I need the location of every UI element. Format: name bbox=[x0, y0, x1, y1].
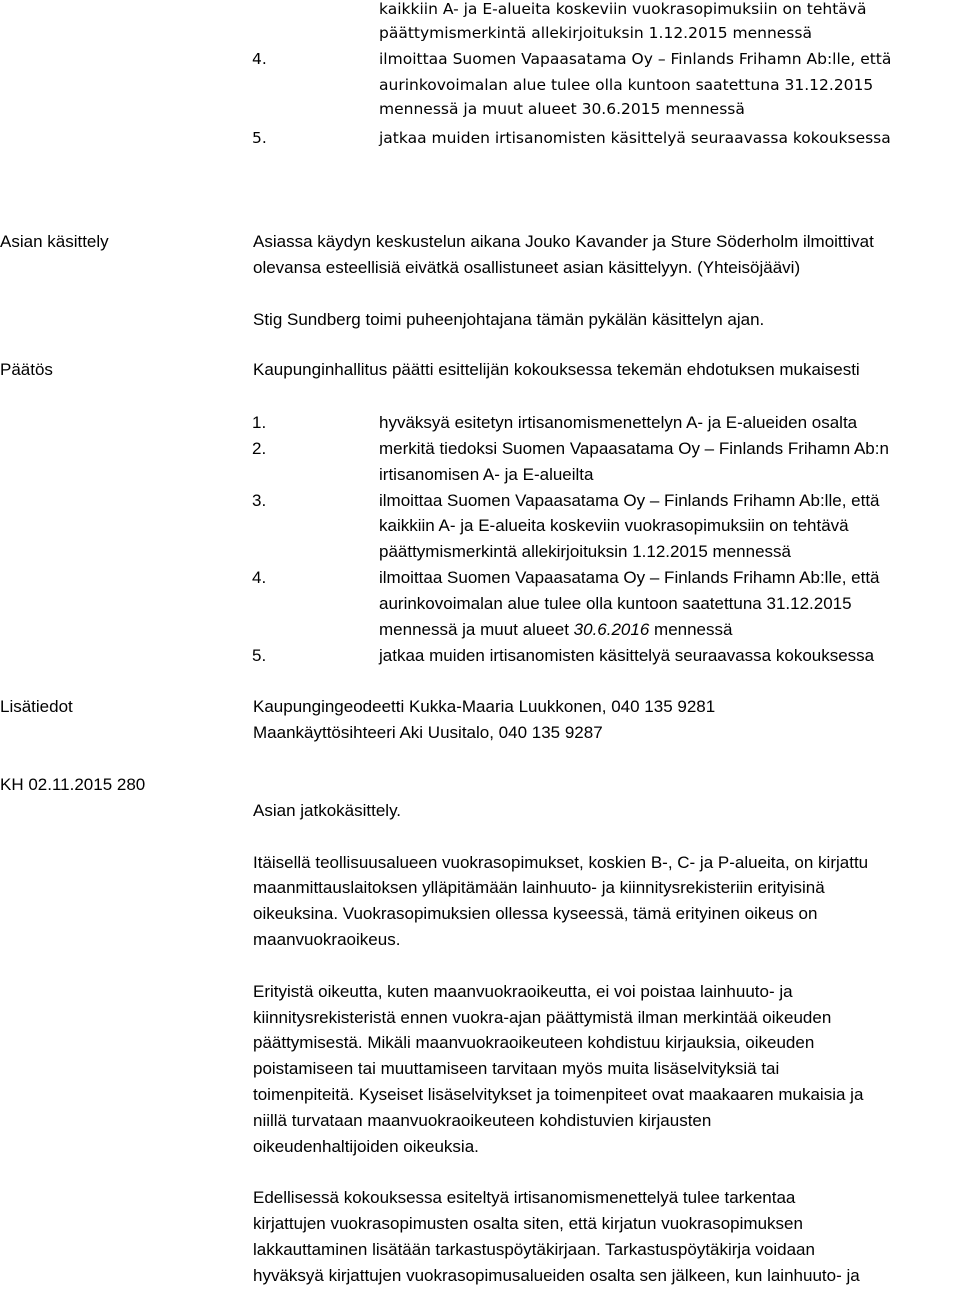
paragraph-line: toimenpiteitä. Kyseiset lisäselvitykset ja toimenpiteet ovat maakaaren mukaisia ja bbox=[253, 1085, 864, 1104]
paragraph-line: kiinnitysrekisteristä ennen vuokra-ajan päättymistä ilman merkintää oikeuden bbox=[253, 1008, 832, 1027]
list-line: kaikkiin A- ja E-alueita koskeviin vuokrasopimuksiin on tehtävä bbox=[379, 516, 849, 535]
decision-intro: Kaupunginhallitus päätti esittelijän kokouksessa tekemän ehdotuksen mukaisesti bbox=[253, 360, 860, 379]
meeting-label: KH 02.11.2015 280 bbox=[0, 775, 146, 794]
paragraph-line: päättymisestä. Mikäli maanvuokraoikeuteen kohdistuu kirjauksia, oikeuden bbox=[253, 1033, 815, 1052]
paragraph-line: Erityistä oikeutta, kuten maanvuokraoikeutta, ei voi poistaa lainhuuto- ja bbox=[253, 982, 793, 1001]
section-label: Päätös bbox=[0, 360, 53, 379]
list-line: irtisanomisen A- ja E-alueilta bbox=[379, 465, 594, 484]
paragraph-line: oikeuksina. Vuokrasopimuksien ollessa kyseessä, tämä erityinen oikeus on bbox=[253, 904, 818, 923]
paragraph-line: Edellisessä kokouksessa esiteltyä irtisanomismenettelyä tulee tarkentaa bbox=[253, 1188, 796, 1207]
list-line: mennessä ja muut alueet 30.6.2015 mennessä bbox=[379, 100, 745, 118]
paragraph-line: niillä turvataan maanvuokraoikeuteen kohdistuvien kirjausten bbox=[253, 1111, 712, 1130]
paragraph-line: Itäisellä teollisuusalueen vuokrasopimukset, koskien B-, C- ja P-alueita, on kirjattu bbox=[253, 853, 869, 872]
paragraph-line: Asiassa käydyn keskustelun aikana Jouko Kavander ja Sture Söderholm ilmoittivat bbox=[253, 232, 874, 251]
list-line: hyväksyä esitetyn irtisanomismenettelyn A- ja E-alueiden osalta bbox=[379, 413, 858, 432]
list-number: 5. bbox=[252, 129, 267, 147]
list-line: ilmoittaa Suomen Vapaasatama Oy – Finlands Frihamn Ab:lle, että bbox=[379, 568, 880, 587]
contact-line: Kaupungingeodeetti Kukka-Maaria Luukkonen, 040 135 9281 bbox=[253, 697, 716, 716]
paragraph-line: kirjattujen vuokrasopimusten osalta siten, että kirjatun vuokrasopimuksen bbox=[253, 1214, 803, 1233]
emphasized-date: 30.6.2016 bbox=[573, 620, 650, 639]
section-label: Lisätiedot bbox=[0, 697, 73, 716]
list-line: päättymismerkintä allekirjoituksin 1.12.2015 mennessä bbox=[379, 24, 812, 42]
text-fragment: mennessä ja muut alueet bbox=[379, 620, 574, 639]
paragraph-line: poistamiseen tai muuttamiseen tarvitaan myös muita lisäselvityksiä tai bbox=[253, 1059, 780, 1078]
section-heading: Asian jatkokäsittely. bbox=[253, 801, 402, 820]
list-number: 4. bbox=[252, 50, 267, 68]
list-line: aurinkovoimalan alue tulee olla kuntoon saatettuna 31.12.2015 bbox=[379, 76, 874, 94]
paragraph-line: hyväksyä kirjattujen vuokrasopimusalueiden osalta sen jälkeen, kun lainhuuto- ja bbox=[253, 1266, 860, 1285]
list-line: kaikkiin A- ja E-alueita koskeviin vuokrasopimuksiin on tehtävä bbox=[379, 0, 867, 18]
list-number: 4. bbox=[252, 568, 267, 587]
list-line: aurinkovoimalan alue tulee olla kuntoon saatettuna 31.12.2015 bbox=[379, 594, 852, 613]
text-fragment: mennessä bbox=[649, 620, 733, 639]
list-line: jatkaa muiden irtisanomisten käsittelyä seuraavassa kokouksessa bbox=[379, 129, 891, 147]
list-line: ilmoittaa Suomen Vapaasatama Oy – Finlands Frihamn Ab:lle, että bbox=[379, 50, 892, 68]
list-line: merkitä tiedoksi Suomen Vapaasatama Oy – Finlands Frihamn Ab:n bbox=[379, 439, 889, 458]
paragraph-line: oikeudenhaltijoiden oikeuksia. bbox=[253, 1137, 479, 1156]
paragraph-line: maanmittauslaitoksen ylläpitämään lainhuuto- ja kiinnitysrekisteriin erityisinä bbox=[253, 878, 825, 897]
chair-note: Stig Sundberg toimi puheenjohtajana tämän pykälän käsittelyn ajan. bbox=[253, 310, 765, 329]
list-line bbox=[379, 617, 732, 643]
paragraph-line: lakkauttaminen lisätään tarkastuspöytäkirjaan. Tarkastuspöytäkirja voidaan bbox=[253, 1240, 815, 1259]
contact-line: Maankäyttösihteeri Aki Uusitalo, 040 135 9287 bbox=[253, 723, 603, 742]
paragraph-line: maanvuokraoikeus. bbox=[253, 930, 401, 949]
section-label: Asian käsittely bbox=[0, 232, 109, 251]
list-number: 5. bbox=[252, 646, 267, 665]
list-line: ilmoittaa Suomen Vapaasatama Oy – Finlands Frihamn Ab:lle, että bbox=[379, 491, 880, 510]
list-number: 1. bbox=[252, 413, 267, 432]
list-line: jatkaa muiden irtisanomisten käsittelyä seuraavassa kokouksessa bbox=[379, 646, 875, 665]
list-number: 2. bbox=[252, 439, 267, 458]
list-number: 3. bbox=[252, 491, 267, 510]
list-line: päättymismerkintä allekirjoituksin 1.12.2015 mennessä bbox=[379, 542, 791, 561]
paragraph-line: olevansa esteellisiä eivätkä osallistuneet asian käsittelyyn. (Yhteisöjäävi) bbox=[253, 258, 801, 277]
